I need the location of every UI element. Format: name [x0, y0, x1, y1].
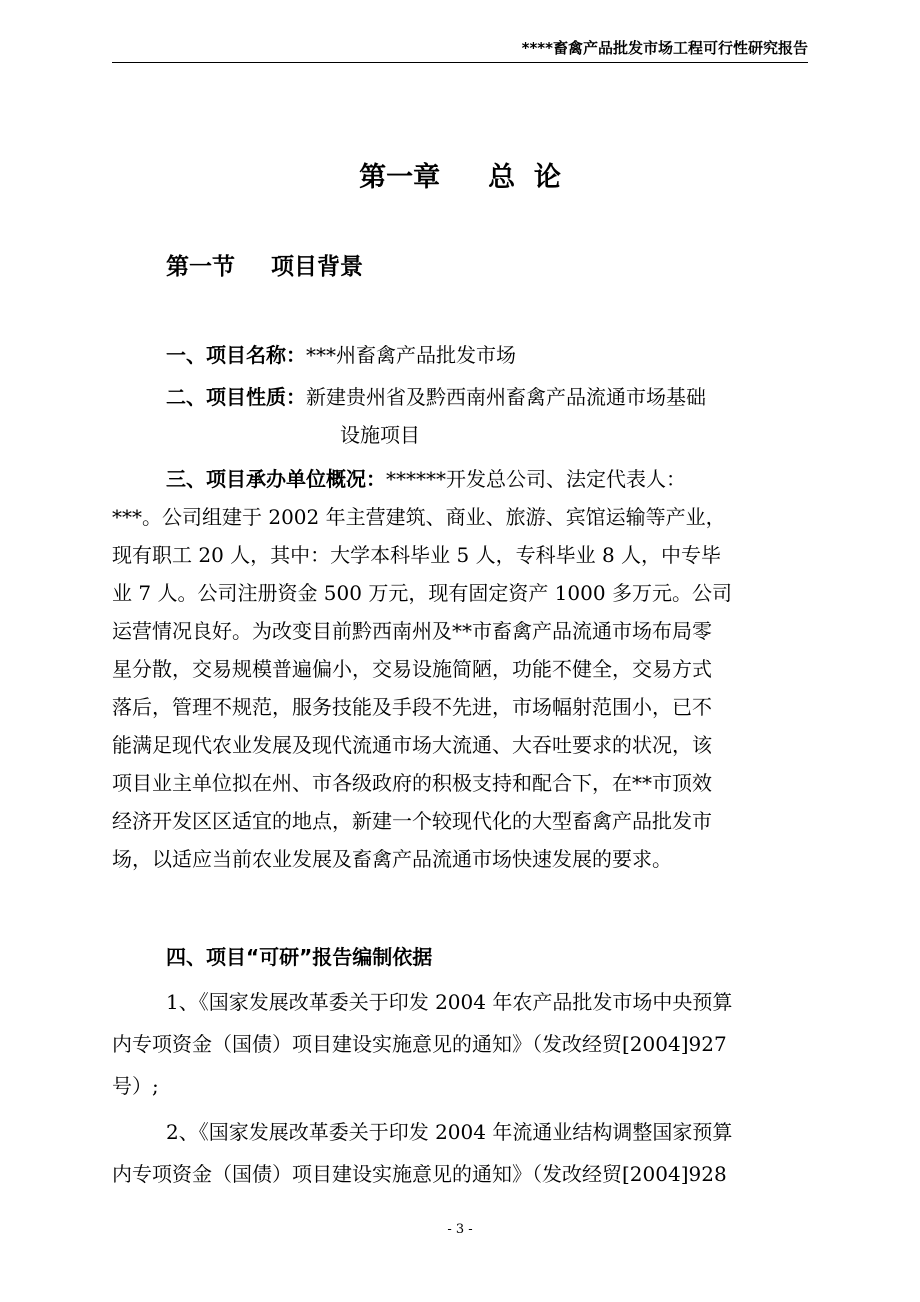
- section-number: 第一节: [166, 254, 235, 280]
- chapter-number: 第一章: [359, 162, 441, 193]
- item-project-name: [112, 336, 812, 374]
- item3-line-6: 落后，管理不规范，服务技能及手段不先进，市场幅射范围小，已不: [112, 695, 712, 719]
- item3-line-7: 能满足现代农业发展及现代流通市场大流通、大吞吐要求的状况，该: [112, 733, 712, 757]
- item3-line-10: 场，以适应当前农业发展及畜禽产品流通市场快速发展的要求。: [112, 847, 672, 871]
- item4-label: 四、项目“可研”报告编制依据: [166, 945, 433, 969]
- item1-label: 一、项目名称：: [166, 343, 306, 367]
- reference-1: [112, 981, 812, 1107]
- page-number: - 3 -: [447, 1222, 473, 1237]
- reference-2-line-1: 内专项资金（国债）项目建设实施意见的通知》（发改经贸[2004]928: [112, 1162, 727, 1186]
- item2-label: 二、项目性质：: [166, 385, 306, 409]
- item-organizer-overview: [112, 460, 812, 878]
- section-name: 项目背景: [271, 254, 363, 280]
- reference-1-line-2: 号）;: [112, 1074, 159, 1098]
- reference-1-line-0: 1、《国家发展改革委关于印发 2004 年农产品批发市场中央预算: [166, 990, 733, 1014]
- item3-line-9: 经济开发区区适宜的地点，新建一个较现代化的大型畜禽产品批发市: [112, 809, 712, 833]
- running-header: ****畜禽产品批发市场工程可行性研究报告: [521, 39, 808, 57]
- item2-line1: 新建贵州省及黔西南州畜禽产品流通市场基础: [306, 385, 706, 409]
- header-rule: [112, 62, 808, 63]
- chapter-name: 总 论: [488, 162, 561, 193]
- item3-line-5: 星分散，交易规模普遍偏小，交易设施简陋，功能不健全，交易方式: [112, 657, 712, 681]
- item3-label: 三、项目承办单位概况：: [166, 467, 386, 491]
- item3-line-2: 现有职工 20 人，其中：大学本科毕业 5 人，专科毕业 8 人，中专毕: [112, 543, 722, 567]
- item3-line-8: 项目业主单位拟在州、市各级政府的积极支持和配合下，在**市顶效: [112, 771, 712, 795]
- item-project-nature: [112, 378, 812, 454]
- section-title: [166, 250, 363, 284]
- item2-line2: 设施项目: [340, 423, 420, 447]
- item3-line-3: 业 7 人。公司注册资金 500 万元，现有固定资产 1000 多万元。公司: [112, 581, 732, 605]
- chapter-title: [0, 158, 920, 198]
- item3-line-1: ***。公司组建于 2002 年主营建筑、商业、旅游、宾馆运输等产业，: [112, 505, 726, 529]
- item-basis-heading: [112, 938, 812, 976]
- item3-line-4: 运营情况良好。为改变目前黔西南州及**市畜禽产品流通市场布局零: [112, 619, 712, 643]
- reference-1-line-1: 内专项资金（国债）项目建设实施意见的通知》（发改经贸[2004]927: [112, 1032, 727, 1056]
- reference-2: [112, 1111, 812, 1195]
- reference-2-line-0: 2、《国家发展改革委关于印发 2004 年流通业结构调整国家预算: [166, 1120, 733, 1144]
- item3-line-0: ******开发总公司、法定代表人：: [386, 467, 686, 491]
- item1-text: ***州畜禽产品批发市场: [306, 343, 516, 367]
